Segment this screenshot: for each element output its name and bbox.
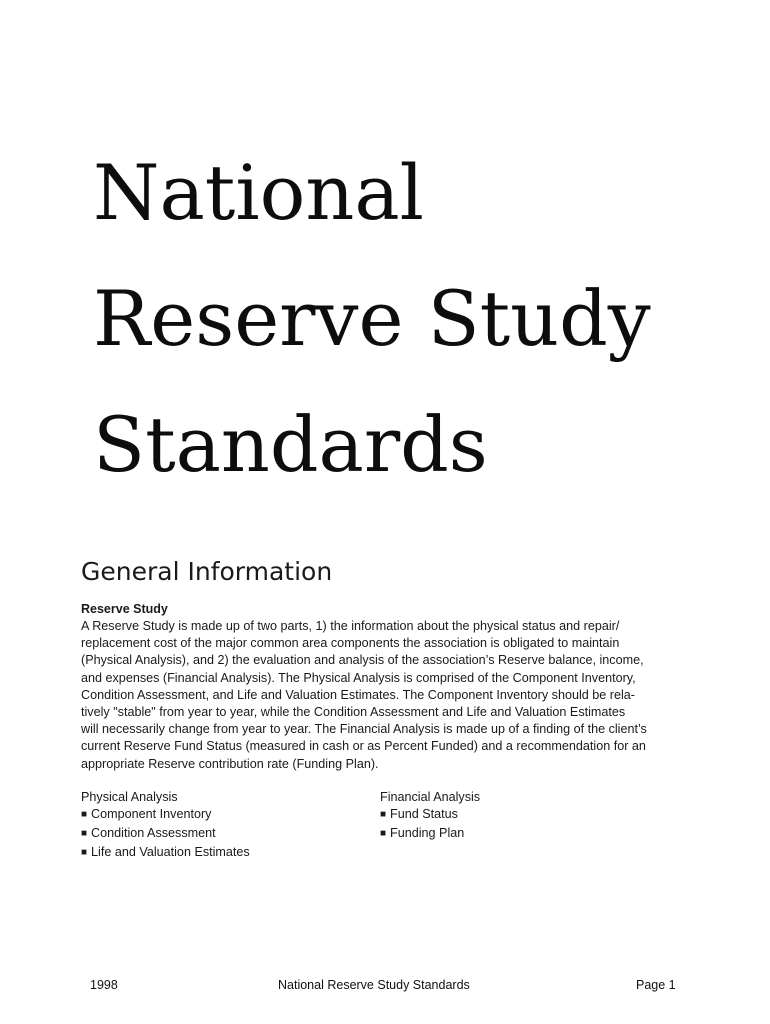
- list-item: ■ Life and Valuation Estimates: [81, 844, 250, 863]
- list-item: ■ Fund Status: [380, 806, 480, 825]
- footer-page-number: Page 1: [636, 978, 676, 992]
- paragraph-line: current Reserve Fund Status (measured in cash or as Percent Funded) and a recommendation for an: [81, 739, 646, 754]
- title-line: Reserve Study: [93, 274, 651, 363]
- list-item: ■ Component Inventory: [81, 806, 250, 825]
- paragraph-line: and expenses (Financial Analysis). The Physical Analysis is comprised of the Component Inventory,: [81, 670, 636, 685]
- list-item: ■ Funding Plan: [380, 825, 480, 844]
- financial-analysis-list: [380, 789, 480, 844]
- paragraph-line: Condition Assessment, and Life and Valuation Estimates. The Component Inventory should be rela-: [81, 687, 635, 702]
- footer-title: National Reserve Study Standards: [278, 978, 470, 992]
- physical-analysis-list: [81, 789, 250, 862]
- physical-analysis-heading: Physical Analysis: [81, 790, 178, 804]
- section-heading: General Information: [81, 557, 333, 586]
- paragraph-line: (Physical Analysis), and 2) the evaluation and analysis of the association’s Reserve balance, income,: [81, 653, 644, 668]
- document-title: [93, 130, 651, 508]
- paragraph-line: tively "stable" from year to year, while the Condition Assessment and Life and Valuation Estimates: [81, 705, 626, 720]
- title-line: National: [93, 148, 424, 237]
- paragraph-line: will necessarily change from year to year. The Financial Analysis is made up of a finding of the client’s: [81, 722, 647, 737]
- subheading-reserve-study: Reserve Study: [81, 602, 168, 616]
- list-item: ■ Condition Assessment: [81, 825, 250, 844]
- paragraph-line: A Reserve Study is made up of two parts, 1) the information about the physical status and repair/: [81, 619, 620, 633]
- paragraph-line: replacement cost of the major common area components the association is obligated to maintain: [81, 636, 620, 651]
- body-paragraph: [81, 618, 681, 773]
- title-line: Standards: [93, 400, 488, 489]
- footer-year: 1998: [90, 978, 118, 992]
- paragraph-line: appropriate Reserve contribution rate (Funding Plan).: [81, 756, 379, 771]
- financial-analysis-heading: Financial Analysis: [380, 790, 481, 804]
